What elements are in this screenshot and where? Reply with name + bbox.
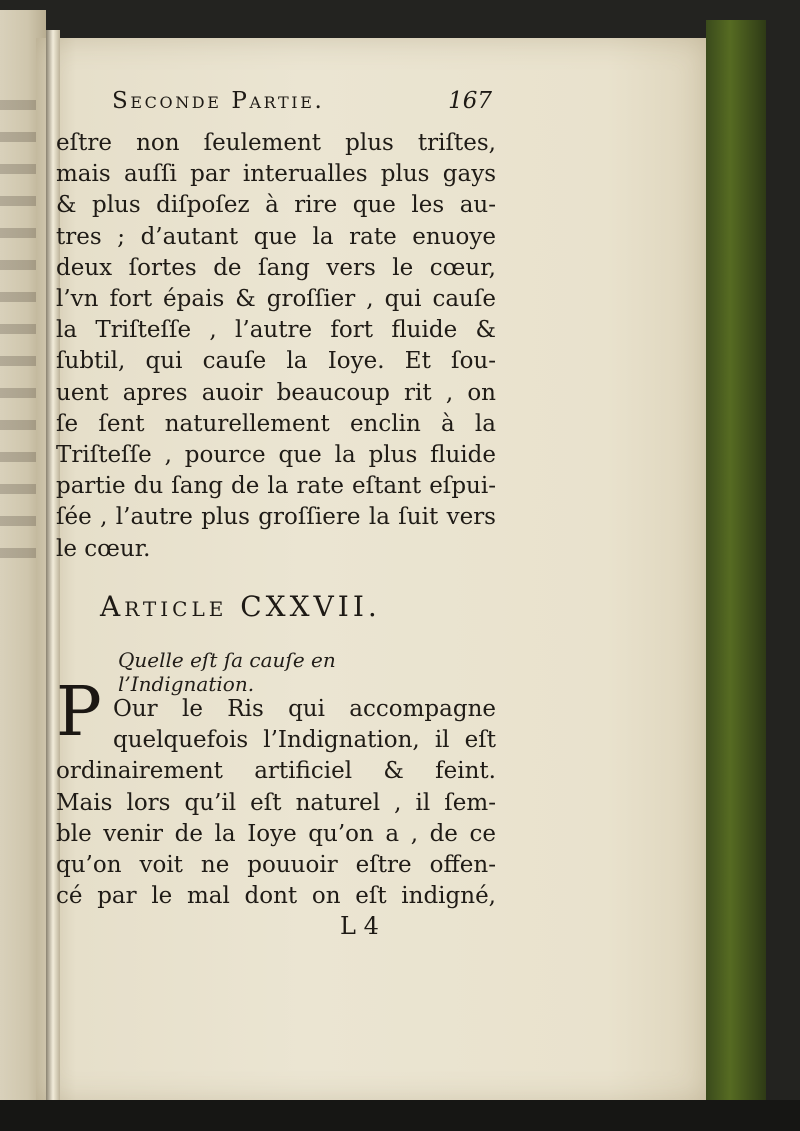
text-line: uent apres auoir beaucoup rit , on (56, 379, 496, 406)
catchword-signature: L 4 (340, 912, 379, 940)
running-head-title: Seconde Partie. (112, 88, 325, 114)
text-line: ordinairement artificiel & feint. (56, 758, 496, 785)
text-line: & plus diſpoſez à rire que les au- (56, 192, 496, 219)
text-line: la Triſteſſe , l’autre fort fluide & (56, 317, 496, 344)
text-line: ſubtil, qui cauſe la Ioye. Et ſou- (56, 348, 496, 375)
page-number: 167 (448, 88, 492, 114)
text-line: qu’on voit ne pouuoir eſtre offen- (56, 852, 496, 879)
text-line: cé par le mal dont on eſt indigné, (56, 883, 496, 910)
text-line: le cœur. (56, 535, 151, 562)
scan-bottom-border (0, 1100, 800, 1131)
text-line: ſée , l’autre plus groſſiere la ſuit vers (56, 504, 496, 531)
text-line: ble venir de la Ioye qu’on a , de ce (56, 820, 496, 847)
text-line: Triſteſſe , pource que la plus fluide (56, 442, 496, 469)
paragraph-1 (56, 128, 496, 565)
book-edge-right (706, 20, 766, 1110)
running-head (112, 88, 492, 120)
text-line: eſtre non ſeulement plus triſtes, (56, 130, 496, 156)
text-line: l’vn fort épais & groſſier , qui cauſe (56, 286, 496, 313)
text-line: ſe ſent naturellement enclin à la (56, 410, 496, 437)
text-line: tres ; d’autant que la rate enuoye (56, 223, 496, 250)
text-line: Mais lors qu’il eſt naturel , il ſem- (56, 789, 496, 816)
text-line: deux ſortes de ſang vers le cœur, (56, 254, 496, 281)
text-line: partie du ſang de la rate eſtant eſpui- (56, 473, 496, 500)
text-line: Our le Ris qui accompagne (113, 696, 496, 722)
paragraph-2 (56, 694, 496, 912)
text-line: mais auſſi par interualles plus gays (56, 161, 496, 188)
article-subtitle: Quelle eſt ſa cauſe en l’Indignation. (118, 648, 336, 696)
drop-cap: P (56, 673, 102, 752)
text-line: quelquefois l’Indignation, il eſt (113, 727, 496, 754)
article-heading: Article CXXVII. (100, 590, 381, 623)
previous-page-text-bleed (0, 100, 40, 580)
